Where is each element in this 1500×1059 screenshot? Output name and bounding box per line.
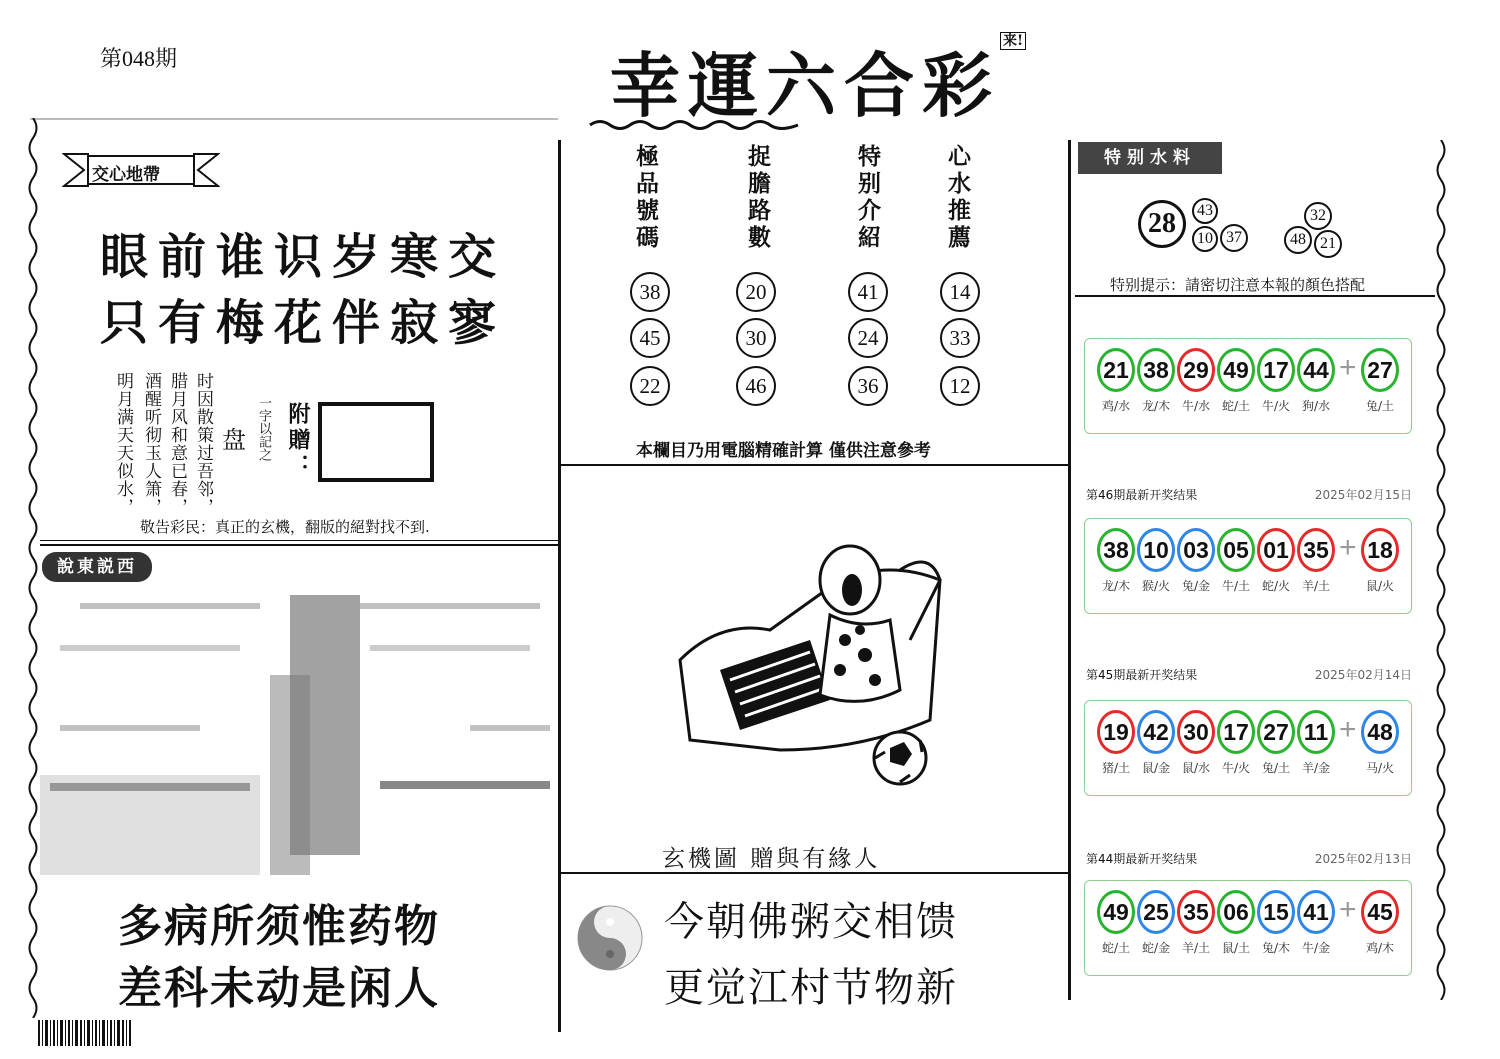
lottery-ball: 29	[1177, 348, 1215, 392]
lottery-ball: 17	[1257, 348, 1295, 392]
plus-icon: +	[1339, 713, 1357, 746]
pick-number: 33	[940, 318, 980, 358]
cartoon-illustration	[660, 520, 960, 790]
lottery-ball: 35	[1297, 528, 1335, 572]
zodiac-label: 牛/水	[1181, 399, 1211, 413]
cartoon-caption: 玄機圖 贈與有緣人	[662, 846, 881, 872]
draw-date: 2025年02月15日	[1314, 488, 1412, 502]
lottery-ball: 03	[1177, 528, 1215, 572]
zodiac-label: 兔/木	[1261, 941, 1291, 955]
zodiac-label: 蛇/火	[1261, 579, 1291, 593]
draw-card	[1084, 338, 1412, 434]
draw-date: 2025年02月13日	[1314, 852, 1412, 866]
zodiac-label: 猴/火	[1141, 579, 1171, 593]
special-number: 10	[1192, 226, 1218, 252]
plus-icon: +	[1339, 351, 1357, 384]
special-big-number: 28	[1138, 200, 1186, 248]
pick-number: 22	[630, 366, 670, 406]
special-ball: 27	[1361, 348, 1399, 392]
plus-icon: +	[1339, 531, 1357, 564]
zodiac-label: 牛/火	[1221, 761, 1251, 775]
draw-title: 第44期最新开奖结果	[1086, 852, 1198, 866]
lottery-ball: 38	[1097, 528, 1135, 572]
draw-header	[1086, 486, 1412, 503]
poem-right-line2: 更觉江村节物新	[664, 965, 958, 1011]
zodiac-label: 龙/木	[1101, 579, 1131, 593]
poem-left-bottom-line1: 多病所须惟药物	[118, 901, 440, 952]
pick-number: 30	[736, 318, 776, 358]
gift-label: 附贈：	[285, 402, 311, 480]
zodiac-label: 兔/土	[1365, 399, 1395, 413]
lottery-ball: 35	[1177, 890, 1215, 934]
pick-column-title: 捉膽路數	[744, 144, 771, 252]
poem-left-line2: 只有梅花伴寂寥	[100, 295, 507, 351]
section-tag-talk: 說東説西	[42, 552, 152, 582]
plus-icon: +	[1339, 893, 1357, 926]
gift-character: 盘	[222, 426, 246, 454]
divider-center-upper	[561, 464, 1068, 466]
page-title	[610, 30, 1026, 131]
divider-right-vertical	[1068, 140, 1071, 1000]
faded-article-image	[40, 585, 558, 885]
pick-column-title: 心水推薦	[944, 144, 971, 252]
vine-border-right	[1434, 140, 1448, 1000]
zodiac-label: 兔/金	[1181, 579, 1211, 593]
zodiac-label: 牛/火	[1261, 399, 1291, 413]
divider-left-mid	[40, 544, 558, 546]
pick-number: 14	[940, 272, 980, 312]
vine-border-left	[26, 118, 40, 1018]
lottery-ball: 25	[1137, 890, 1175, 934]
zodiac-label: 狗/水	[1301, 399, 1331, 413]
draw-card	[1084, 518, 1412, 614]
special-ball: 45	[1361, 890, 1399, 934]
divider-left-vertical	[558, 140, 561, 1032]
draw-date: 2025年02月14日	[1314, 668, 1412, 682]
zodiac-label: 蛇/金	[1141, 941, 1171, 955]
pick-column-title: 特别介紹	[854, 144, 881, 252]
lottery-ball: 11	[1297, 710, 1335, 754]
frame-top-left	[30, 118, 558, 120]
poem-right-line1: 今朝佛粥交相馈	[664, 899, 958, 945]
lottery-ball: 44	[1297, 348, 1335, 392]
pick-number: 20	[736, 272, 776, 312]
lottery-ball: 19	[1097, 710, 1135, 754]
section-tag-heart-zone	[62, 150, 220, 190]
draw-title: 第46期最新开奖结果	[1086, 488, 1198, 502]
poem-left-bottom-line2: 差科未动是闲人	[118, 963, 440, 1014]
poem-left-line1: 眼前谁识岁寒交	[100, 229, 507, 285]
zodiac-label: 鼠/金	[1141, 761, 1171, 775]
yin-yang-icon	[574, 902, 646, 974]
gift-hint: 一字以記之	[256, 396, 271, 461]
lottery-ball: 41	[1297, 890, 1335, 934]
special-number: 37	[1220, 224, 1248, 252]
lottery-ball: 42	[1137, 710, 1175, 754]
draw-card	[1084, 880, 1412, 976]
lottery-ball: 06	[1217, 890, 1255, 934]
special-hint: 特别提示：請密切注意本報的顏色搭配	[1110, 276, 1366, 294]
divider-left-panel-bottom	[40, 540, 558, 541]
zodiac-label: 蛇/土	[1221, 399, 1251, 413]
lottery-ball: 15	[1257, 890, 1295, 934]
zodiac-label: 马/火	[1365, 761, 1395, 775]
zodiac-label: 鸡/木	[1365, 941, 1395, 955]
zodiac-label: 羊/土	[1181, 941, 1211, 955]
special-number: 48	[1284, 226, 1312, 254]
zodiac-label: 牛/金	[1301, 941, 1331, 955]
lottery-ball: 49	[1217, 348, 1255, 392]
special-ball: 18	[1361, 528, 1399, 572]
verse-col-4: 明月满天天似水，	[113, 372, 133, 516]
notice-text: 敬告彩民：真正的玄機，翻版的絕對找不到.	[140, 518, 430, 536]
zodiac-label: 羊/土	[1301, 579, 1331, 593]
title-ornament	[588, 118, 800, 132]
issue-number: 第048期	[100, 46, 178, 71]
lottery-ball: 49	[1097, 890, 1135, 934]
pick-number: 12	[940, 366, 980, 406]
lottery-ball: 10	[1137, 528, 1175, 572]
zodiac-label: 鸡/水	[1101, 399, 1131, 413]
pick-number: 36	[848, 366, 888, 406]
zodiac-label: 羊/金	[1301, 761, 1331, 775]
zodiac-label: 鼠/水	[1181, 761, 1211, 775]
verse-col-3: 酒醒听彻玉人箫，	[141, 372, 161, 516]
draw-header	[1086, 666, 1412, 683]
lottery-ball: 17	[1217, 710, 1255, 754]
lottery-ball: 01	[1257, 528, 1295, 572]
zodiac-label: 猪/土	[1101, 761, 1131, 775]
lottery-ball: 27	[1257, 710, 1295, 754]
lottery-ball: 21	[1097, 348, 1135, 392]
pick-number: 46	[736, 366, 776, 406]
title-suffix: 来!	[1000, 32, 1026, 50]
verse-col-1: 时因散策过吾邻，	[193, 372, 213, 516]
zodiac-label: 龙/木	[1141, 399, 1171, 413]
special-number: 21	[1314, 230, 1342, 258]
draw-card	[1084, 700, 1412, 796]
verse-col-2: 腊月风和意已春，	[167, 372, 187, 516]
pick-number: 38	[630, 272, 670, 312]
zodiac-label: 鼠/土	[1221, 941, 1251, 955]
section-tag-special: 特别水料	[1078, 142, 1222, 174]
special-ball: 48	[1361, 710, 1399, 754]
zodiac-label: 鼠/火	[1365, 579, 1395, 593]
draw-header	[1086, 850, 1412, 867]
pick-number: 41	[848, 272, 888, 312]
lottery-ball: 30	[1177, 710, 1215, 754]
barcode	[38, 1020, 148, 1046]
special-number: 32	[1304, 202, 1332, 230]
zodiac-label: 蛇/土	[1101, 941, 1131, 955]
pick-number: 24	[848, 318, 888, 358]
zodiac-label: 兔/土	[1261, 761, 1291, 775]
special-number: 43	[1192, 198, 1218, 224]
lottery-ball: 38	[1137, 348, 1175, 392]
pick-number: 45	[630, 318, 670, 358]
lottery-ball: 05	[1217, 528, 1255, 572]
gift-answer-box	[318, 402, 434, 482]
section-tag-text: 交心地帶	[92, 165, 160, 185]
title-text: 幸運六合彩	[610, 44, 1000, 127]
draw-title: 第45期最新开奖结果	[1086, 668, 1198, 682]
picks-note: 本欄目乃用電腦精確計算 僅供注意參考	[636, 441, 931, 461]
zodiac-label: 牛/土	[1221, 579, 1251, 593]
pick-column-title: 極品號碼	[632, 144, 659, 252]
divider-right-special	[1075, 295, 1435, 297]
